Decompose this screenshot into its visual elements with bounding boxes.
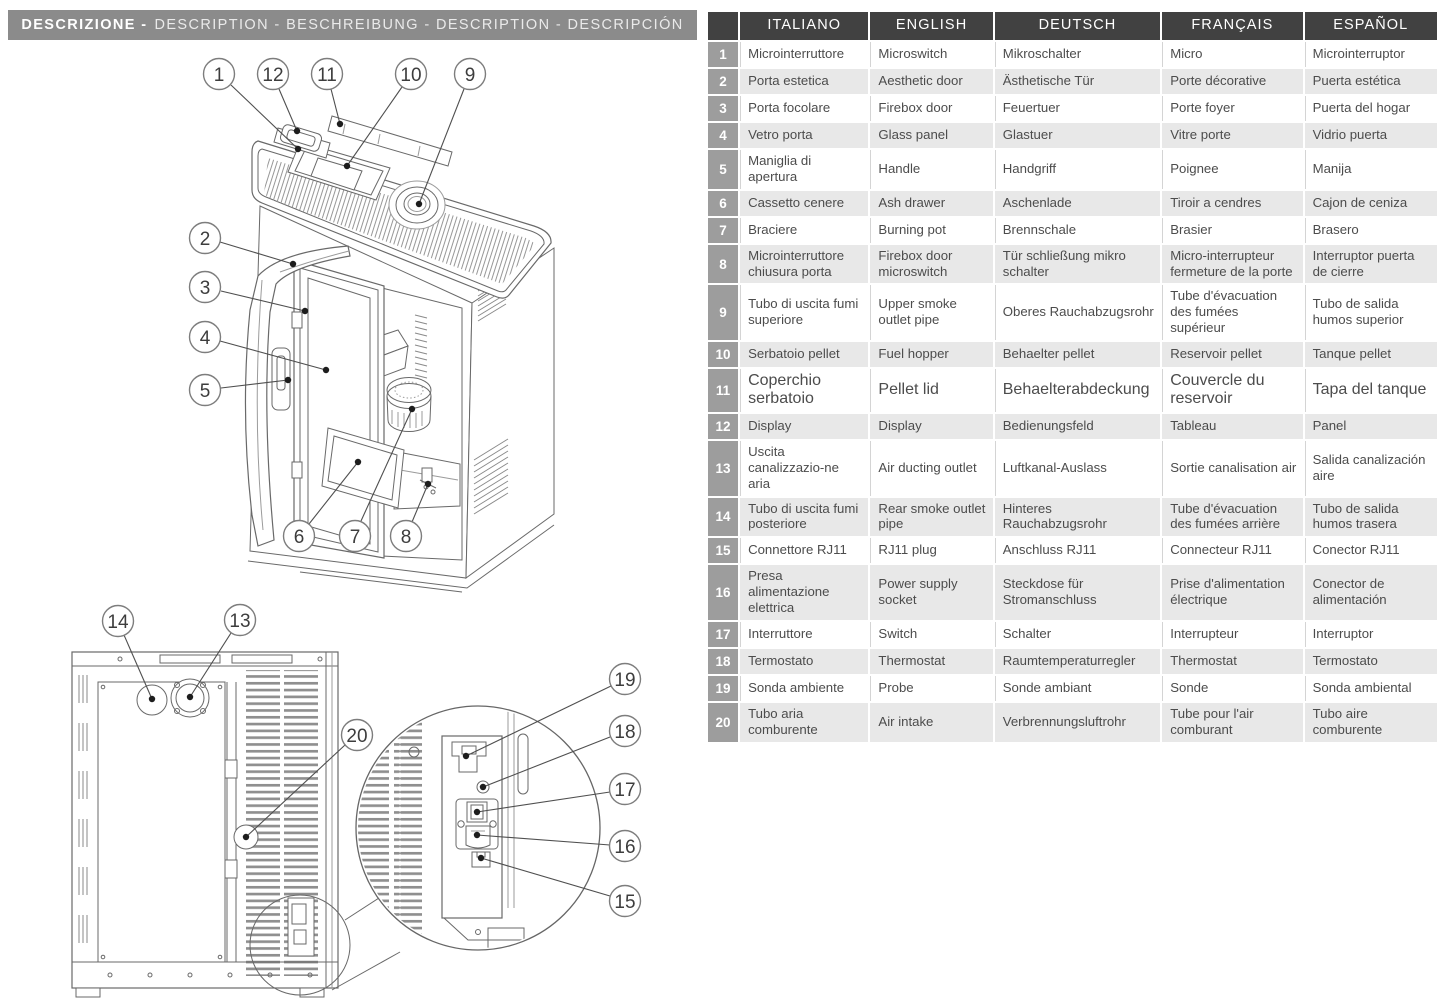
table-row (708, 369, 1437, 412)
table-row (708, 69, 1437, 94)
table-cell: Handgriff (995, 150, 1160, 189)
table-cell: Interruptor puerta de cierre (1305, 245, 1437, 284)
callout-9 (416, 59, 486, 208)
table-cell: Braciere (740, 218, 868, 243)
row-number: 17 (708, 622, 738, 647)
table-cell: Cajon de ceniza (1305, 191, 1437, 216)
table-cell: Serbatoio pellet (740, 342, 868, 367)
callout-18-label: 18 (614, 721, 636, 743)
table-cell: Handle (870, 150, 992, 189)
table-cell: Vetro porta (740, 123, 868, 148)
table-cell: Sonde ambiant (995, 676, 1160, 701)
row-number: 6 (708, 191, 738, 216)
table-row (708, 676, 1437, 701)
column-header: FRANÇAIS (1162, 12, 1302, 40)
table-cell: Interruttore (740, 622, 868, 647)
table-cell: Display (740, 414, 868, 439)
table-row (708, 96, 1437, 121)
table-cell: RJ11 plug (870, 538, 992, 563)
table-cell: Sortie canalisation air (1162, 441, 1302, 496)
table-cell: Sonda ambiente (740, 676, 868, 701)
table-cell: Firebox door (870, 96, 992, 121)
table-cell: Behaelterabdeckung (995, 369, 1160, 412)
firebox-door (292, 260, 384, 558)
table-cell: Conector de alimentación (1305, 565, 1437, 620)
table-row (708, 565, 1437, 620)
row-number: 7 (708, 218, 738, 243)
table-cell: Aesthetic door (870, 69, 992, 94)
header-title-translations: DESCRIPTION - BESCHREIBUNG - DESCRIPTION - DESCRIPCIÓN (154, 17, 684, 33)
callout-5-label: 5 (199, 380, 211, 402)
table-cell: Probe (870, 676, 992, 701)
row-number: 14 (708, 498, 738, 537)
table-cell: Thermostat (870, 649, 992, 674)
table-cell: Tableau (1162, 414, 1302, 439)
stove-side-face (466, 248, 554, 578)
header-corner-cell (708, 12, 738, 40)
table-cell: Coperchio serbatoio (740, 369, 868, 412)
table-cell: Rear smoke outlet pipe (870, 498, 992, 537)
table-cell: Porte foyer (1162, 96, 1302, 121)
table-cell: Presa alimentazione elettrica (740, 565, 868, 620)
parts-table-head (708, 12, 1437, 40)
table-cell: Micro (1162, 42, 1302, 67)
row-number: 10 (708, 342, 738, 367)
table-cell: Tubo aria comburente (740, 703, 868, 742)
column-header: ITALIANO (740, 12, 868, 40)
column-header: ENGLISH (870, 12, 992, 40)
table-cell: Tubo di uscita fumi posteriore (740, 498, 868, 537)
table-cell: Pellet lid (870, 369, 992, 412)
header-title-primary: DESCRIZIONE - (21, 17, 148, 33)
connection-panel-detail (356, 704, 600, 952)
table-cell: Thermostat (1162, 649, 1302, 674)
table-cell: Glass panel (870, 123, 992, 148)
table-cell: Porta focolare (740, 96, 868, 121)
callout-6-label: 6 (293, 526, 305, 548)
table-cell: Tubo aire comburente (1305, 703, 1437, 742)
table-cell: Reservoir pellet (1162, 342, 1302, 367)
callout-4-label: 4 (199, 327, 211, 349)
rear-view-drawing (72, 605, 641, 998)
table-cell: Connecteur RJ11 (1162, 538, 1302, 563)
header-row (708, 12, 1437, 40)
row-number: 12 (708, 414, 738, 439)
table-cell: Vidrio puerta (1305, 123, 1437, 148)
table-cell: Ash drawer (870, 191, 992, 216)
column-header: ESPAÑOL (1305, 12, 1437, 40)
rear-left-panel (98, 682, 225, 962)
row-number: 3 (708, 96, 738, 121)
table-cell: Fuel hopper (870, 342, 992, 367)
table-cell: Tubo de salida humos trasera (1305, 498, 1437, 537)
table-row (708, 441, 1437, 496)
rear-vent-panel (234, 652, 332, 988)
row-number: 18 (708, 649, 738, 674)
table-cell: Sonde (1162, 676, 1302, 701)
table-cell: Bedienungsfeld (995, 414, 1160, 439)
table-cell: Microswitch (870, 42, 992, 67)
table-row (708, 123, 1437, 148)
table-cell: Poignee (1162, 150, 1302, 189)
table-cell: Sonda ambiental (1305, 676, 1437, 701)
callout-17-label: 17 (614, 779, 636, 801)
table-cell: Salida canalización aire (1305, 441, 1437, 496)
table-cell: Schalter (995, 622, 1160, 647)
table-body (708, 42, 1437, 742)
table-cell: Interrupteur (1162, 622, 1302, 647)
table-cell: Luftkanal-Auslass (995, 441, 1160, 496)
parts-table (706, 10, 1439, 744)
row-number: 4 (708, 123, 738, 148)
table-cell: Tür schließung mikro schalter (995, 245, 1160, 284)
table-cell: Tubo di uscita fumi superiore (740, 285, 868, 340)
callout-11 (312, 59, 344, 128)
table-cell: Manija (1305, 150, 1437, 189)
table-row (708, 498, 1437, 537)
callout-9-label: 9 (464, 64, 476, 86)
row-number: 2 (708, 69, 738, 94)
table-cell: Conector RJ11 (1305, 538, 1437, 563)
table-row (708, 218, 1437, 243)
table-cell: Aschenlade (995, 191, 1160, 216)
table-cell: Micro-interrupteur fermeture de la porte (1162, 245, 1302, 284)
table-row (708, 622, 1437, 647)
callout-12-label: 12 (262, 64, 284, 86)
row-number: 19 (708, 676, 738, 701)
row-number: 20 (708, 703, 738, 742)
connection-panel-small (288, 898, 314, 956)
table-cell: Oberes Rauchabzugsrohr (995, 285, 1160, 340)
table-row (708, 245, 1437, 284)
table-row (708, 285, 1437, 340)
table-row (708, 649, 1437, 674)
table-cell: Mikroschalter (995, 42, 1160, 67)
table-row (708, 150, 1437, 189)
callout-13-label: 13 (229, 610, 251, 632)
callout-3-label: 3 (199, 277, 211, 299)
table-cell: Tanque pellet (1305, 342, 1437, 367)
callout-16-label: 16 (614, 836, 636, 858)
front-view-drawing (190, 59, 571, 593)
table-cell: Interruptor (1305, 622, 1437, 647)
callout-20-label: 20 (346, 725, 368, 747)
row-number: 5 (708, 150, 738, 189)
table-cell: Behaelter pellet (995, 342, 1160, 367)
table-cell: Puerta estética (1305, 69, 1437, 94)
table-cell: Tube d'évacuation des fumées supérieur (1162, 285, 1302, 340)
row-number: 11 (708, 369, 738, 412)
table-cell: Brasier (1162, 218, 1302, 243)
table-cell: Puerta del hogar (1305, 96, 1437, 121)
table-cell: Steckdose für Stromanschluss (995, 565, 1160, 620)
parts-table-wrap (706, 10, 1439, 744)
callout-7-label: 7 (349, 526, 361, 548)
row-number: 8 (708, 245, 738, 284)
stove-diagrams (0, 0, 705, 1000)
table-row (708, 342, 1437, 367)
callout-19-label: 19 (614, 669, 636, 691)
table-cell: Burning pot (870, 218, 992, 243)
table-cell: Vitre porte (1162, 123, 1302, 148)
table-cell: Verbrennungsluftrohr (995, 703, 1160, 742)
table-cell: Connettore RJ11 (740, 538, 868, 563)
table-cell: Termostato (740, 649, 868, 674)
table-cell: Microinterruptor (1305, 42, 1437, 67)
table-cell: Brasero (1305, 218, 1437, 243)
table-cell: Maniglia di apertura (740, 150, 868, 189)
table-row (708, 703, 1437, 742)
table-cell: Tiroir a cendres (1162, 191, 1302, 216)
table-cell: Tubo de salida humos superior (1305, 285, 1437, 340)
table-cell: Tapa del tanque (1305, 369, 1437, 412)
table-cell: Ästhetische Tür (995, 69, 1160, 94)
table-cell: Power supply socket (870, 565, 992, 620)
callout-15-label: 15 (614, 891, 636, 913)
table-cell: Cassetto cenere (740, 191, 868, 216)
table-row (708, 538, 1437, 563)
table-cell: Firebox door microswitch (870, 245, 992, 284)
table-cell: Switch (870, 622, 992, 647)
table-row (708, 42, 1437, 67)
row-number: 1 (708, 42, 738, 67)
callout-1-label: 1 (213, 64, 225, 86)
row-number: 16 (708, 565, 738, 620)
callout-14-label: 14 (107, 611, 129, 633)
callout-11-label: 11 (317, 64, 337, 86)
switch-socket-combo (456, 799, 498, 849)
table-cell: Microinterruttore (740, 42, 868, 67)
table-cell: Air ducting outlet (870, 441, 992, 496)
column-header: DEUTSCH (995, 12, 1160, 40)
table-cell: Anschluss RJ11 (995, 538, 1160, 563)
row-number: 15 (708, 538, 738, 563)
table-cell: Raumtemperaturregler (995, 649, 1160, 674)
table-cell: Panel (1305, 414, 1437, 439)
table-cell: Porte décorative (1162, 69, 1302, 94)
table-cell: Microinterruttore chiusura porta (740, 245, 868, 284)
table-cell: Glastuer (995, 123, 1160, 148)
table-row (708, 414, 1437, 439)
table-cell: Tube pour l'air comburant (1162, 703, 1302, 742)
glass-panel (308, 278, 370, 544)
table-cell: Air intake (870, 703, 992, 742)
callout-2-label: 2 (199, 228, 211, 250)
table-cell: Termostato (1305, 649, 1437, 674)
table-cell: Feuertuer (995, 96, 1160, 121)
row-number: 13 (708, 441, 738, 496)
table-cell: Couvercle du reservoir (1162, 369, 1302, 412)
table-cell: Display (870, 414, 992, 439)
table-cell: Tube d'évacuation des fumées arrière (1162, 498, 1302, 537)
table-row (708, 191, 1437, 216)
callout-12 (258, 59, 301, 135)
table-cell: Uscita canalizzazio-ne aria (740, 441, 868, 496)
callout-8-label: 8 (400, 526, 412, 548)
table-cell: Porta estetica (740, 69, 868, 94)
table-cell: Hinteres Rauchabzugsrohr (995, 498, 1160, 537)
table-cell: Brennschale (995, 218, 1160, 243)
table-cell: Upper smoke outlet pipe (870, 285, 992, 340)
callout-10-label: 10 (400, 64, 422, 86)
row-number: 9 (708, 285, 738, 340)
table-cell: Prise d'alimentation électrique (1162, 565, 1302, 620)
